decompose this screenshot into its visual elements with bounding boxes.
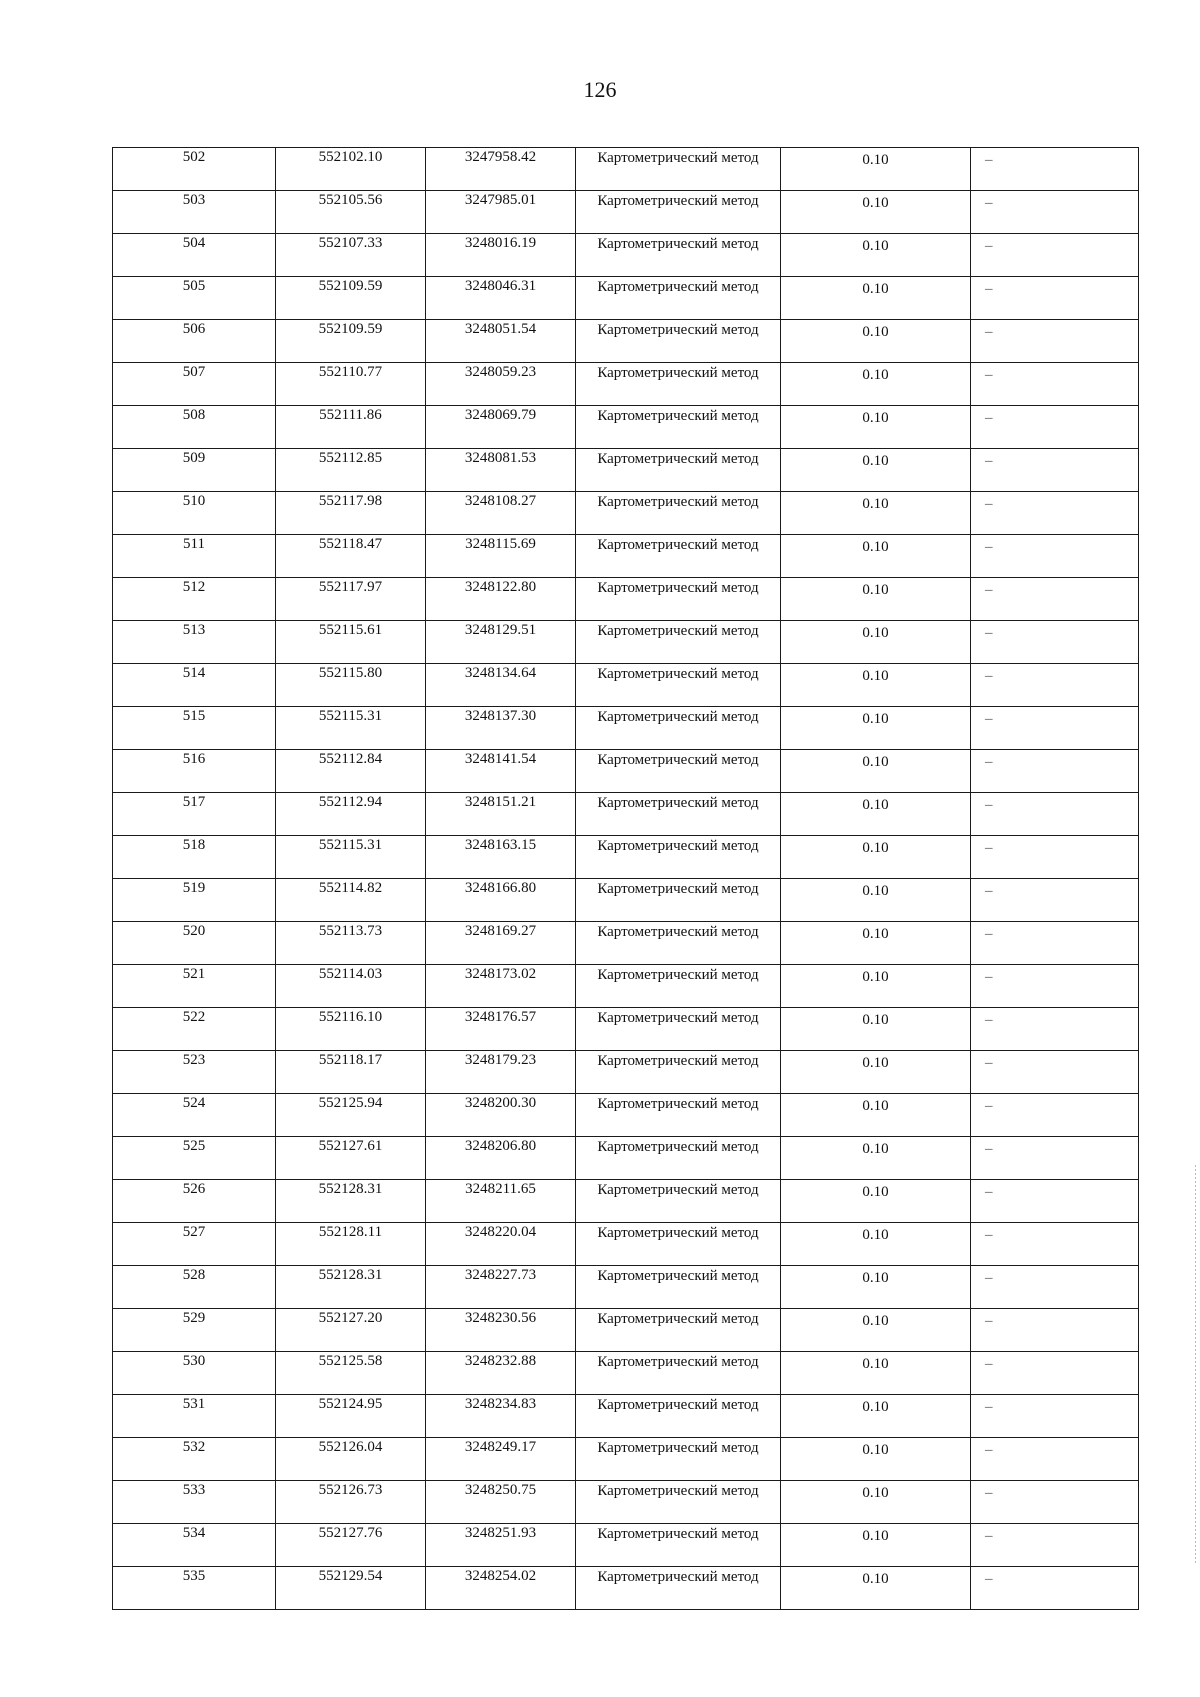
x-coordinate-cell: 552129.54 (276, 1567, 426, 1610)
accuracy-cell: 0.10 (781, 1051, 971, 1094)
table-row (113, 836, 1139, 879)
accuracy-cell: 0.10 (781, 535, 971, 578)
method-cell: Картометрический метод (576, 707, 781, 750)
accuracy-cell: 0.10 (781, 879, 971, 922)
method-cell: Картометрический метод (576, 1180, 781, 1223)
x-coordinate-cell: 552127.20 (276, 1309, 426, 1352)
point-number-cell: 534 (113, 1524, 276, 1567)
table-row (113, 1180, 1139, 1223)
table-row (113, 1309, 1139, 1352)
method-cell: Картометрический метод (576, 535, 781, 578)
note-cell: – (971, 1524, 1139, 1567)
note-cell: – (971, 320, 1139, 363)
method-cell: Картометрический метод (576, 363, 781, 406)
method-cell: Картометрический метод (576, 1438, 781, 1481)
point-number-cell: 507 (113, 363, 276, 406)
method-cell: Картометрический метод (576, 1481, 781, 1524)
table-row (113, 621, 1139, 664)
table-row (113, 277, 1139, 320)
method-cell: Картометрический метод (576, 578, 781, 621)
y-coordinate-cell: 3248115.69 (426, 535, 576, 578)
y-coordinate-cell: 3248169.27 (426, 922, 576, 965)
x-coordinate-cell: 552112.94 (276, 793, 426, 836)
method-cell: Картометрический метод (576, 320, 781, 363)
accuracy-cell: 0.10 (781, 1137, 971, 1180)
accuracy-cell: 0.10 (781, 492, 971, 535)
method-cell: Картометрический метод (576, 1223, 781, 1266)
accuracy-cell: 0.10 (781, 1180, 971, 1223)
point-number-cell: 526 (113, 1180, 276, 1223)
point-number-cell: 515 (113, 707, 276, 750)
accuracy-cell: 0.10 (781, 320, 971, 363)
x-coordinate-cell: 552128.11 (276, 1223, 426, 1266)
accuracy-cell: 0.10 (781, 965, 971, 1008)
point-number-cell: 535 (113, 1567, 276, 1610)
point-number-cell: 523 (113, 1051, 276, 1094)
x-coordinate-cell: 552110.77 (276, 363, 426, 406)
x-coordinate-cell: 552118.17 (276, 1051, 426, 1094)
note-cell: – (971, 1352, 1139, 1395)
x-coordinate-cell: 552117.98 (276, 492, 426, 535)
x-coordinate-cell: 552115.61 (276, 621, 426, 664)
point-number-cell: 503 (113, 191, 276, 234)
method-cell: Картометрический метод (576, 234, 781, 277)
method-cell: Картометрический метод (576, 1094, 781, 1137)
accuracy-cell: 0.10 (781, 836, 971, 879)
accuracy-cell: 0.10 (781, 1438, 971, 1481)
note-cell: – (971, 1051, 1139, 1094)
note-cell: – (971, 1567, 1139, 1610)
point-number-cell: 511 (113, 535, 276, 578)
y-coordinate-cell: 3248016.19 (426, 234, 576, 277)
point-number-cell: 531 (113, 1395, 276, 1438)
note-cell: – (971, 750, 1139, 793)
y-coordinate-cell: 3247985.01 (426, 191, 576, 234)
x-coordinate-cell: 552126.04 (276, 1438, 426, 1481)
method-cell: Картометрический метод (576, 965, 781, 1008)
x-coordinate-cell: 552124.95 (276, 1395, 426, 1438)
note-cell: – (971, 1180, 1139, 1223)
method-cell: Картометрический метод (576, 1266, 781, 1309)
table-row (113, 1567, 1139, 1610)
y-coordinate-cell: 3248211.65 (426, 1180, 576, 1223)
accuracy-cell: 0.10 (781, 1266, 971, 1309)
y-coordinate-cell: 3248081.53 (426, 449, 576, 492)
table-row (113, 750, 1139, 793)
accuracy-cell: 0.10 (781, 1094, 971, 1137)
y-coordinate-cell: 3248234.83 (426, 1395, 576, 1438)
x-coordinate-cell: 552115.31 (276, 707, 426, 750)
x-coordinate-cell: 552128.31 (276, 1266, 426, 1309)
method-cell: Картометрический метод (576, 922, 781, 965)
accuracy-cell: 0.10 (781, 793, 971, 836)
point-number-cell: 519 (113, 879, 276, 922)
table-row (113, 1395, 1139, 1438)
point-number-cell: 533 (113, 1481, 276, 1524)
table-row (113, 793, 1139, 836)
x-coordinate-cell: 552105.56 (276, 191, 426, 234)
y-coordinate-cell: 3248163.15 (426, 836, 576, 879)
x-coordinate-cell: 552115.80 (276, 664, 426, 707)
accuracy-cell: 0.10 (781, 363, 971, 406)
y-coordinate-cell: 3248108.27 (426, 492, 576, 535)
method-cell: Картометрический метод (576, 836, 781, 879)
method-cell: Картометрический метод (576, 1524, 781, 1567)
accuracy-cell: 0.10 (781, 234, 971, 277)
y-coordinate-cell: 3248254.02 (426, 1567, 576, 1610)
note-cell: – (971, 621, 1139, 664)
y-coordinate-cell: 3248232.88 (426, 1352, 576, 1395)
y-coordinate-cell: 3248166.80 (426, 879, 576, 922)
y-coordinate-cell: 3248059.23 (426, 363, 576, 406)
y-coordinate-cell: 3248173.02 (426, 965, 576, 1008)
point-number-cell: 528 (113, 1266, 276, 1309)
accuracy-cell: 0.10 (781, 277, 971, 320)
note-cell: – (971, 879, 1139, 922)
x-coordinate-cell: 552113.73 (276, 922, 426, 965)
y-coordinate-cell: 3248230.56 (426, 1309, 576, 1352)
table-row (113, 1137, 1139, 1180)
x-coordinate-cell: 552109.59 (276, 320, 426, 363)
table-row (113, 1008, 1139, 1051)
accuracy-cell: 0.10 (781, 707, 971, 750)
table-row (113, 234, 1139, 277)
note-cell: – (971, 535, 1139, 578)
method-cell: Картометрический метод (576, 449, 781, 492)
y-coordinate-cell: 3248137.30 (426, 707, 576, 750)
point-number-cell: 518 (113, 836, 276, 879)
method-cell: Картометрический метод (576, 879, 781, 922)
method-cell: Картометрический метод (576, 664, 781, 707)
y-coordinate-cell: 3248206.80 (426, 1137, 576, 1180)
accuracy-cell: 0.10 (781, 664, 971, 707)
accuracy-cell: 0.10 (781, 1223, 971, 1266)
x-coordinate-cell: 552117.97 (276, 578, 426, 621)
note-cell: – (971, 1481, 1139, 1524)
point-number-cell: 502 (113, 148, 276, 191)
note-cell: – (971, 449, 1139, 492)
accuracy-cell: 0.10 (781, 1352, 971, 1395)
method-cell: Картометрический метод (576, 492, 781, 535)
note-cell: – (971, 148, 1139, 191)
accuracy-cell: 0.10 (781, 922, 971, 965)
point-number-cell: 522 (113, 1008, 276, 1051)
point-number-cell: 508 (113, 406, 276, 449)
y-coordinate-cell: 3248046.31 (426, 277, 576, 320)
point-number-cell: 530 (113, 1352, 276, 1395)
table-row (113, 1481, 1139, 1524)
method-cell: Картометрический метод (576, 1567, 781, 1610)
method-cell: Картометрический метод (576, 1008, 781, 1051)
y-coordinate-cell: 3248051.54 (426, 320, 576, 363)
table-row (113, 1266, 1139, 1309)
x-coordinate-cell: 552118.47 (276, 535, 426, 578)
note-cell: – (971, 277, 1139, 320)
table-row (113, 148, 1139, 191)
x-coordinate-cell: 552116.10 (276, 1008, 426, 1051)
point-number-cell: 513 (113, 621, 276, 664)
note-cell: – (971, 793, 1139, 836)
note-cell: – (971, 1266, 1139, 1309)
x-coordinate-cell: 552114.82 (276, 879, 426, 922)
note-cell: – (971, 578, 1139, 621)
y-coordinate-cell: 3248069.79 (426, 406, 576, 449)
method-cell: Картометрический метод (576, 793, 781, 836)
y-coordinate-cell: 3248176.57 (426, 1008, 576, 1051)
note-cell: – (971, 965, 1139, 1008)
note-cell: – (971, 363, 1139, 406)
scan-edge-mark (1195, 1165, 1196, 1565)
page-number: 126 (583, 77, 617, 102)
method-cell: Картометрический метод (576, 1309, 781, 1352)
table-row (113, 191, 1139, 234)
table-row (113, 707, 1139, 750)
table-row (113, 320, 1139, 363)
accuracy-cell: 0.10 (781, 191, 971, 234)
accuracy-cell: 0.10 (781, 750, 971, 793)
x-coordinate-cell: 552126.73 (276, 1481, 426, 1524)
x-coordinate-cell: 552112.85 (276, 449, 426, 492)
accuracy-cell: 0.10 (781, 1481, 971, 1524)
accuracy-cell: 0.10 (781, 621, 971, 664)
y-coordinate-cell: 3248141.54 (426, 750, 576, 793)
point-number-cell: 520 (113, 922, 276, 965)
y-coordinate-cell: 3248179.23 (426, 1051, 576, 1094)
point-number-cell: 516 (113, 750, 276, 793)
y-coordinate-cell: 3248129.51 (426, 621, 576, 664)
table-row (113, 535, 1139, 578)
accuracy-cell: 0.10 (781, 1567, 971, 1610)
note-cell: – (971, 191, 1139, 234)
table-row (113, 1051, 1139, 1094)
point-number-cell: 514 (113, 664, 276, 707)
point-number-cell: 524 (113, 1094, 276, 1137)
accuracy-cell: 0.10 (781, 406, 971, 449)
note-cell: – (971, 707, 1139, 750)
accuracy-cell: 0.10 (781, 1309, 971, 1352)
point-number-cell: 527 (113, 1223, 276, 1266)
point-number-cell: 529 (113, 1309, 276, 1352)
table-row (113, 449, 1139, 492)
note-cell: – (971, 406, 1139, 449)
note-cell: – (971, 922, 1139, 965)
table-row (113, 1223, 1139, 1266)
table-row (113, 1094, 1139, 1137)
note-cell: – (971, 234, 1139, 277)
table-row (113, 664, 1139, 707)
note-cell: – (971, 1438, 1139, 1481)
x-coordinate-cell: 552127.61 (276, 1137, 426, 1180)
y-coordinate-cell: 3247958.42 (426, 148, 576, 191)
accuracy-cell: 0.10 (781, 1008, 971, 1051)
note-cell: – (971, 1395, 1139, 1438)
x-coordinate-cell: 552128.31 (276, 1180, 426, 1223)
accuracy-cell: 0.10 (781, 449, 971, 492)
y-coordinate-cell: 3248251.93 (426, 1524, 576, 1567)
table-row (113, 1352, 1139, 1395)
y-coordinate-cell: 3248200.30 (426, 1094, 576, 1137)
note-cell: – (971, 1223, 1139, 1266)
table-row (113, 363, 1139, 406)
method-cell: Картометрический метод (576, 277, 781, 320)
accuracy-cell: 0.10 (781, 1524, 971, 1567)
method-cell: Картометрический метод (576, 750, 781, 793)
note-cell: – (971, 1094, 1139, 1137)
table-row (113, 965, 1139, 1008)
point-number-cell: 512 (113, 578, 276, 621)
note-cell: – (971, 1309, 1139, 1352)
method-cell: Картометрический метод (576, 148, 781, 191)
accuracy-cell: 0.10 (781, 148, 971, 191)
method-cell: Картометрический метод (576, 621, 781, 664)
x-coordinate-cell: 552107.33 (276, 234, 426, 277)
y-coordinate-cell: 3248227.73 (426, 1266, 576, 1309)
point-number-cell: 505 (113, 277, 276, 320)
x-coordinate-cell: 552114.03 (276, 965, 426, 1008)
x-coordinate-cell: 552109.59 (276, 277, 426, 320)
note-cell: – (971, 1137, 1139, 1180)
coordinates-table-body (113, 148, 1139, 1610)
coordinates-table (112, 147, 1139, 1610)
point-number-cell: 510 (113, 492, 276, 535)
y-coordinate-cell: 3248250.75 (426, 1481, 576, 1524)
point-number-cell: 506 (113, 320, 276, 363)
point-number-cell: 504 (113, 234, 276, 277)
table-row (113, 578, 1139, 621)
y-coordinate-cell: 3248249.17 (426, 1438, 576, 1481)
table-row (113, 879, 1139, 922)
point-number-cell: 532 (113, 1438, 276, 1481)
accuracy-cell: 0.10 (781, 578, 971, 621)
y-coordinate-cell: 3248134.64 (426, 664, 576, 707)
method-cell: Картометрический метод (576, 1395, 781, 1438)
table-row (113, 1438, 1139, 1481)
table-row (113, 1524, 1139, 1567)
method-cell: Картометрический метод (576, 191, 781, 234)
x-coordinate-cell: 552112.84 (276, 750, 426, 793)
y-coordinate-cell: 3248151.21 (426, 793, 576, 836)
method-cell: Картометрический метод (576, 1352, 781, 1395)
x-coordinate-cell: 552111.86 (276, 406, 426, 449)
x-coordinate-cell: 552125.94 (276, 1094, 426, 1137)
method-cell: Картометрический метод (576, 1137, 781, 1180)
x-coordinate-cell: 552102.10 (276, 148, 426, 191)
note-cell: – (971, 836, 1139, 879)
y-coordinate-cell: 3248122.80 (426, 578, 576, 621)
y-coordinate-cell: 3248220.04 (426, 1223, 576, 1266)
x-coordinate-cell: 552125.58 (276, 1352, 426, 1395)
x-coordinate-cell: 552127.76 (276, 1524, 426, 1567)
point-number-cell: 525 (113, 1137, 276, 1180)
method-cell: Картометрический метод (576, 406, 781, 449)
note-cell: – (971, 664, 1139, 707)
method-cell: Картометрический метод (576, 1051, 781, 1094)
x-coordinate-cell: 552115.31 (276, 836, 426, 879)
note-cell: – (971, 492, 1139, 535)
table-row (113, 922, 1139, 965)
table-row (113, 492, 1139, 535)
point-number-cell: 517 (113, 793, 276, 836)
point-number-cell: 521 (113, 965, 276, 1008)
table-row (113, 406, 1139, 449)
note-cell: – (971, 1008, 1139, 1051)
point-number-cell: 509 (113, 449, 276, 492)
accuracy-cell: 0.10 (781, 1395, 971, 1438)
